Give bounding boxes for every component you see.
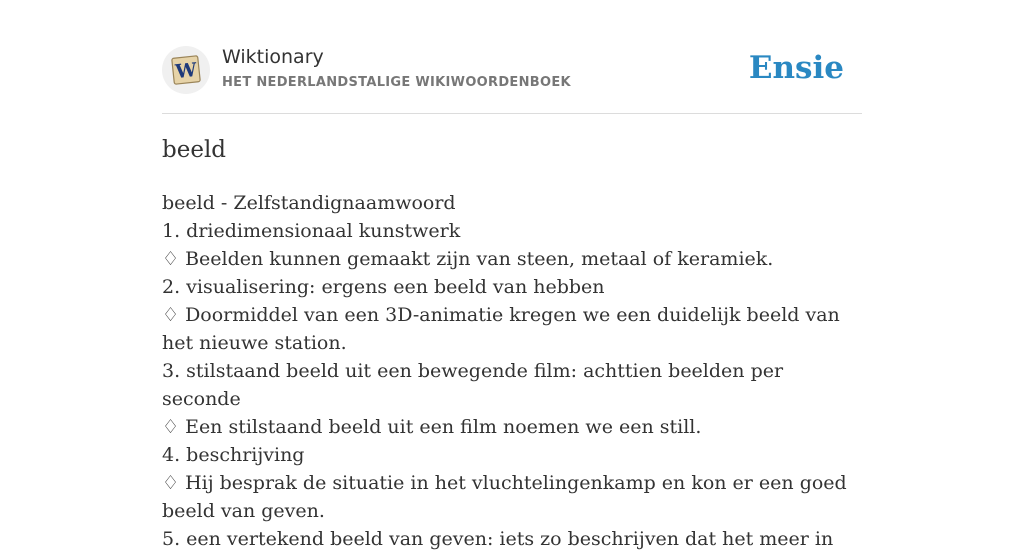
logo-tile-graphic: [170, 54, 202, 86]
definition-heading: beeld - Zelfstandignaamwoord: [162, 192, 456, 214]
site-header: [162, 0, 862, 114]
meaning-4: 4. beschrijving: [162, 444, 305, 466]
site-subtitle: HET NEDERLANDSTALIGE WIKIWOORDENBOEK: [222, 75, 571, 90]
logo-letter: W: [174, 58, 198, 84]
site-title[interactable]: Wiktionary: [222, 46, 324, 68]
example-1: ♢ Beelden kunnen gemaakt zijn van steen, metaal of keramiek.: [162, 248, 774, 270]
wiktionary-logo-icon[interactable]: [162, 46, 210, 94]
ensie-brand-link[interactable]: Ensie: [748, 50, 844, 86]
meaning-1: 1. driedimensionaal kunstwerk: [162, 220, 461, 242]
example-2: ♢ Doormiddel van een 3D-animatie kregen we een duidelijk beeld van het nieuwe station.: [162, 304, 840, 354]
example-3: ♢ Een stilstaand beeld uit een film noemen we een still.: [162, 416, 702, 438]
page-container: [162, 0, 862, 550]
meaning-2: 2. visualisering: ergens een beeld van hebben: [162, 276, 605, 298]
page-title: beeld: [162, 137, 227, 163]
meaning-3: 3. stilstaand beeld uit een bewegende film: achttien beelden per seconde: [162, 360, 784, 410]
example-4: ♢ Hij besprak de situatie in het vluchtelingenkamp en kon er een goed beeld van geven.: [162, 472, 847, 522]
meaning-5: 5. een vertekend beeld van geven: iets zo beschrijven dat het meer in: [162, 528, 834, 550]
definition-body: [162, 189, 862, 553]
